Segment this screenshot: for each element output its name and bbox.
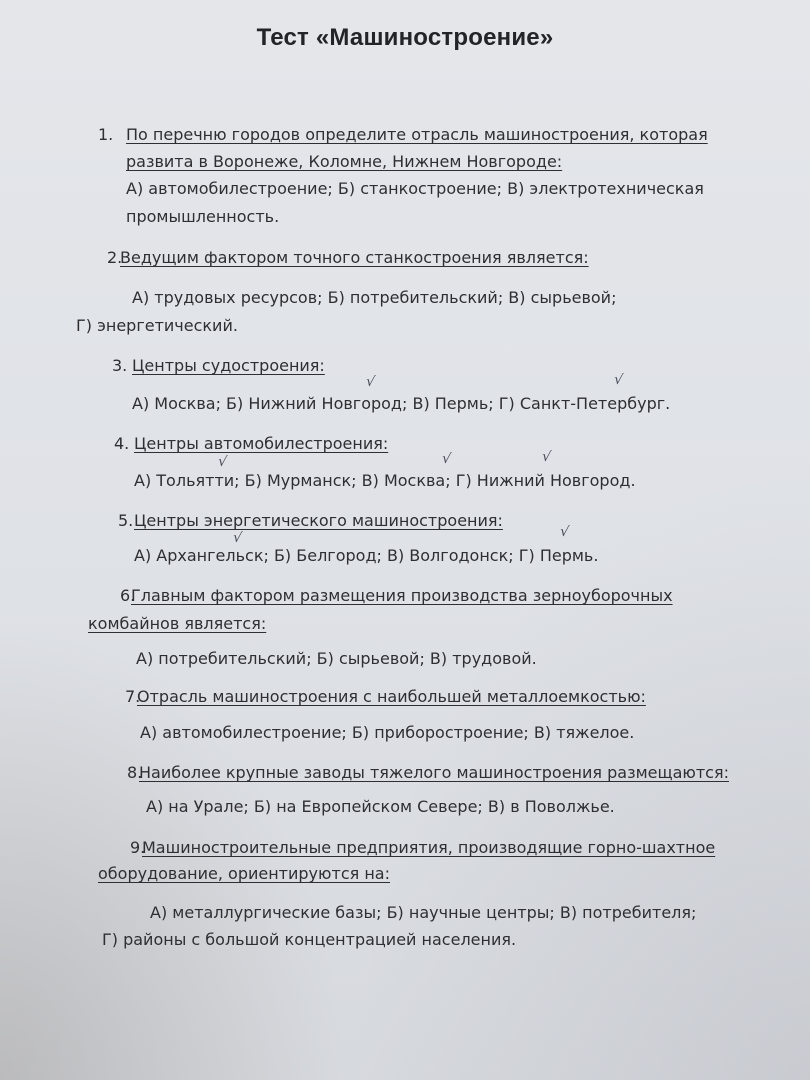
question-1-number: 1. [98,125,114,144]
question-8-answers: А) на Урале; Б) на Европейском Севере; В) в Поволжье. [146,797,615,816]
pencil-check-mark-icon: √ [440,450,452,468]
question-2-text: Ведущим фактором точного станкостроения является: [120,248,589,267]
question-7-number: 7. [125,687,141,706]
question-9-text: Машиностроительные предприятия, производящие горно-шахтное [142,838,716,857]
pencil-check-mark-icon: √ [231,529,243,547]
pencil-check-mark-icon: √ [540,448,552,466]
pencil-check-mark-icon: √ [364,373,376,391]
question-3-answers: А) Москва; Б) Нижний Новгород; В) Пермь; Г) Санкт-Петербург. [132,394,671,413]
pencil-check-mark-icon: √ [558,523,570,541]
question-9-number: 9. [130,838,146,857]
pencil-check-mark-icon: √ [612,371,624,389]
page-title: Тест «Машиностроение» [256,24,554,51]
question-9-text: оборудование, ориентируются на: [98,864,390,883]
question-4-answers: А) Тольятти; Б) Мурманск; В) Москва; Г) Нижний Новгород. [134,471,636,490]
question-9-answers: Г) районы с большой концентрацией населения. [102,930,517,949]
question-6-answers: А) потребительский; Б) сырьевой; В) трудовой. [136,649,537,668]
question-1-text: По перечню городов определите отрасль машиностроения, которая [126,125,708,144]
question-8-text: Наиболее крупные заводы тяжелого машиностроения размещаются: [139,763,729,782]
question-6-number: 6. [120,586,136,605]
question-8-number: 8. [127,763,143,782]
question-7-text: Отрасль машиностроения с наибольшей металлоемкостью: [137,687,646,706]
question-5-number: 5. [118,511,134,530]
question-2-number: 2. [107,248,123,267]
question-9-answers: А) металлургические базы; Б) научные центры; В) потребителя; [150,903,697,922]
question-5-text: Центры энергетического машиностроения: [134,511,503,530]
question-4-text: Центры автомобилестроения: [134,434,389,453]
question-3-text: Центры судостроения: [132,356,325,375]
question-3-number: 3. [112,356,128,375]
question-1-answers: промышленность. [126,207,280,226]
question-1-text: развита в Воронеже, Коломне, Нижнем Новгороде: [126,152,563,171]
question-2-answers: Г) энергетический. [76,316,238,335]
question-7-answers: А) автомобилестроение; Б) приборостроение; В) тяжелое. [140,723,635,742]
question-6-text: Главным фактором размещения производства зерноуборочных [131,586,673,605]
question-4-number: 4. [114,434,130,453]
question-5-answers: А) Архангельск; Б) Белгород; В) Волгодонск; Г) Пермь. [134,546,599,565]
question-1-answers: А) автомобилестроение; Б) станкостроение; В) электротехническая [126,179,704,198]
question-6-text: комбайнов является: [88,614,267,633]
question-2-answers: А) трудовых ресурсов; Б) потребительский; В) сырьевой; [132,288,617,307]
pencil-check-mark-icon: √ [216,453,228,471]
